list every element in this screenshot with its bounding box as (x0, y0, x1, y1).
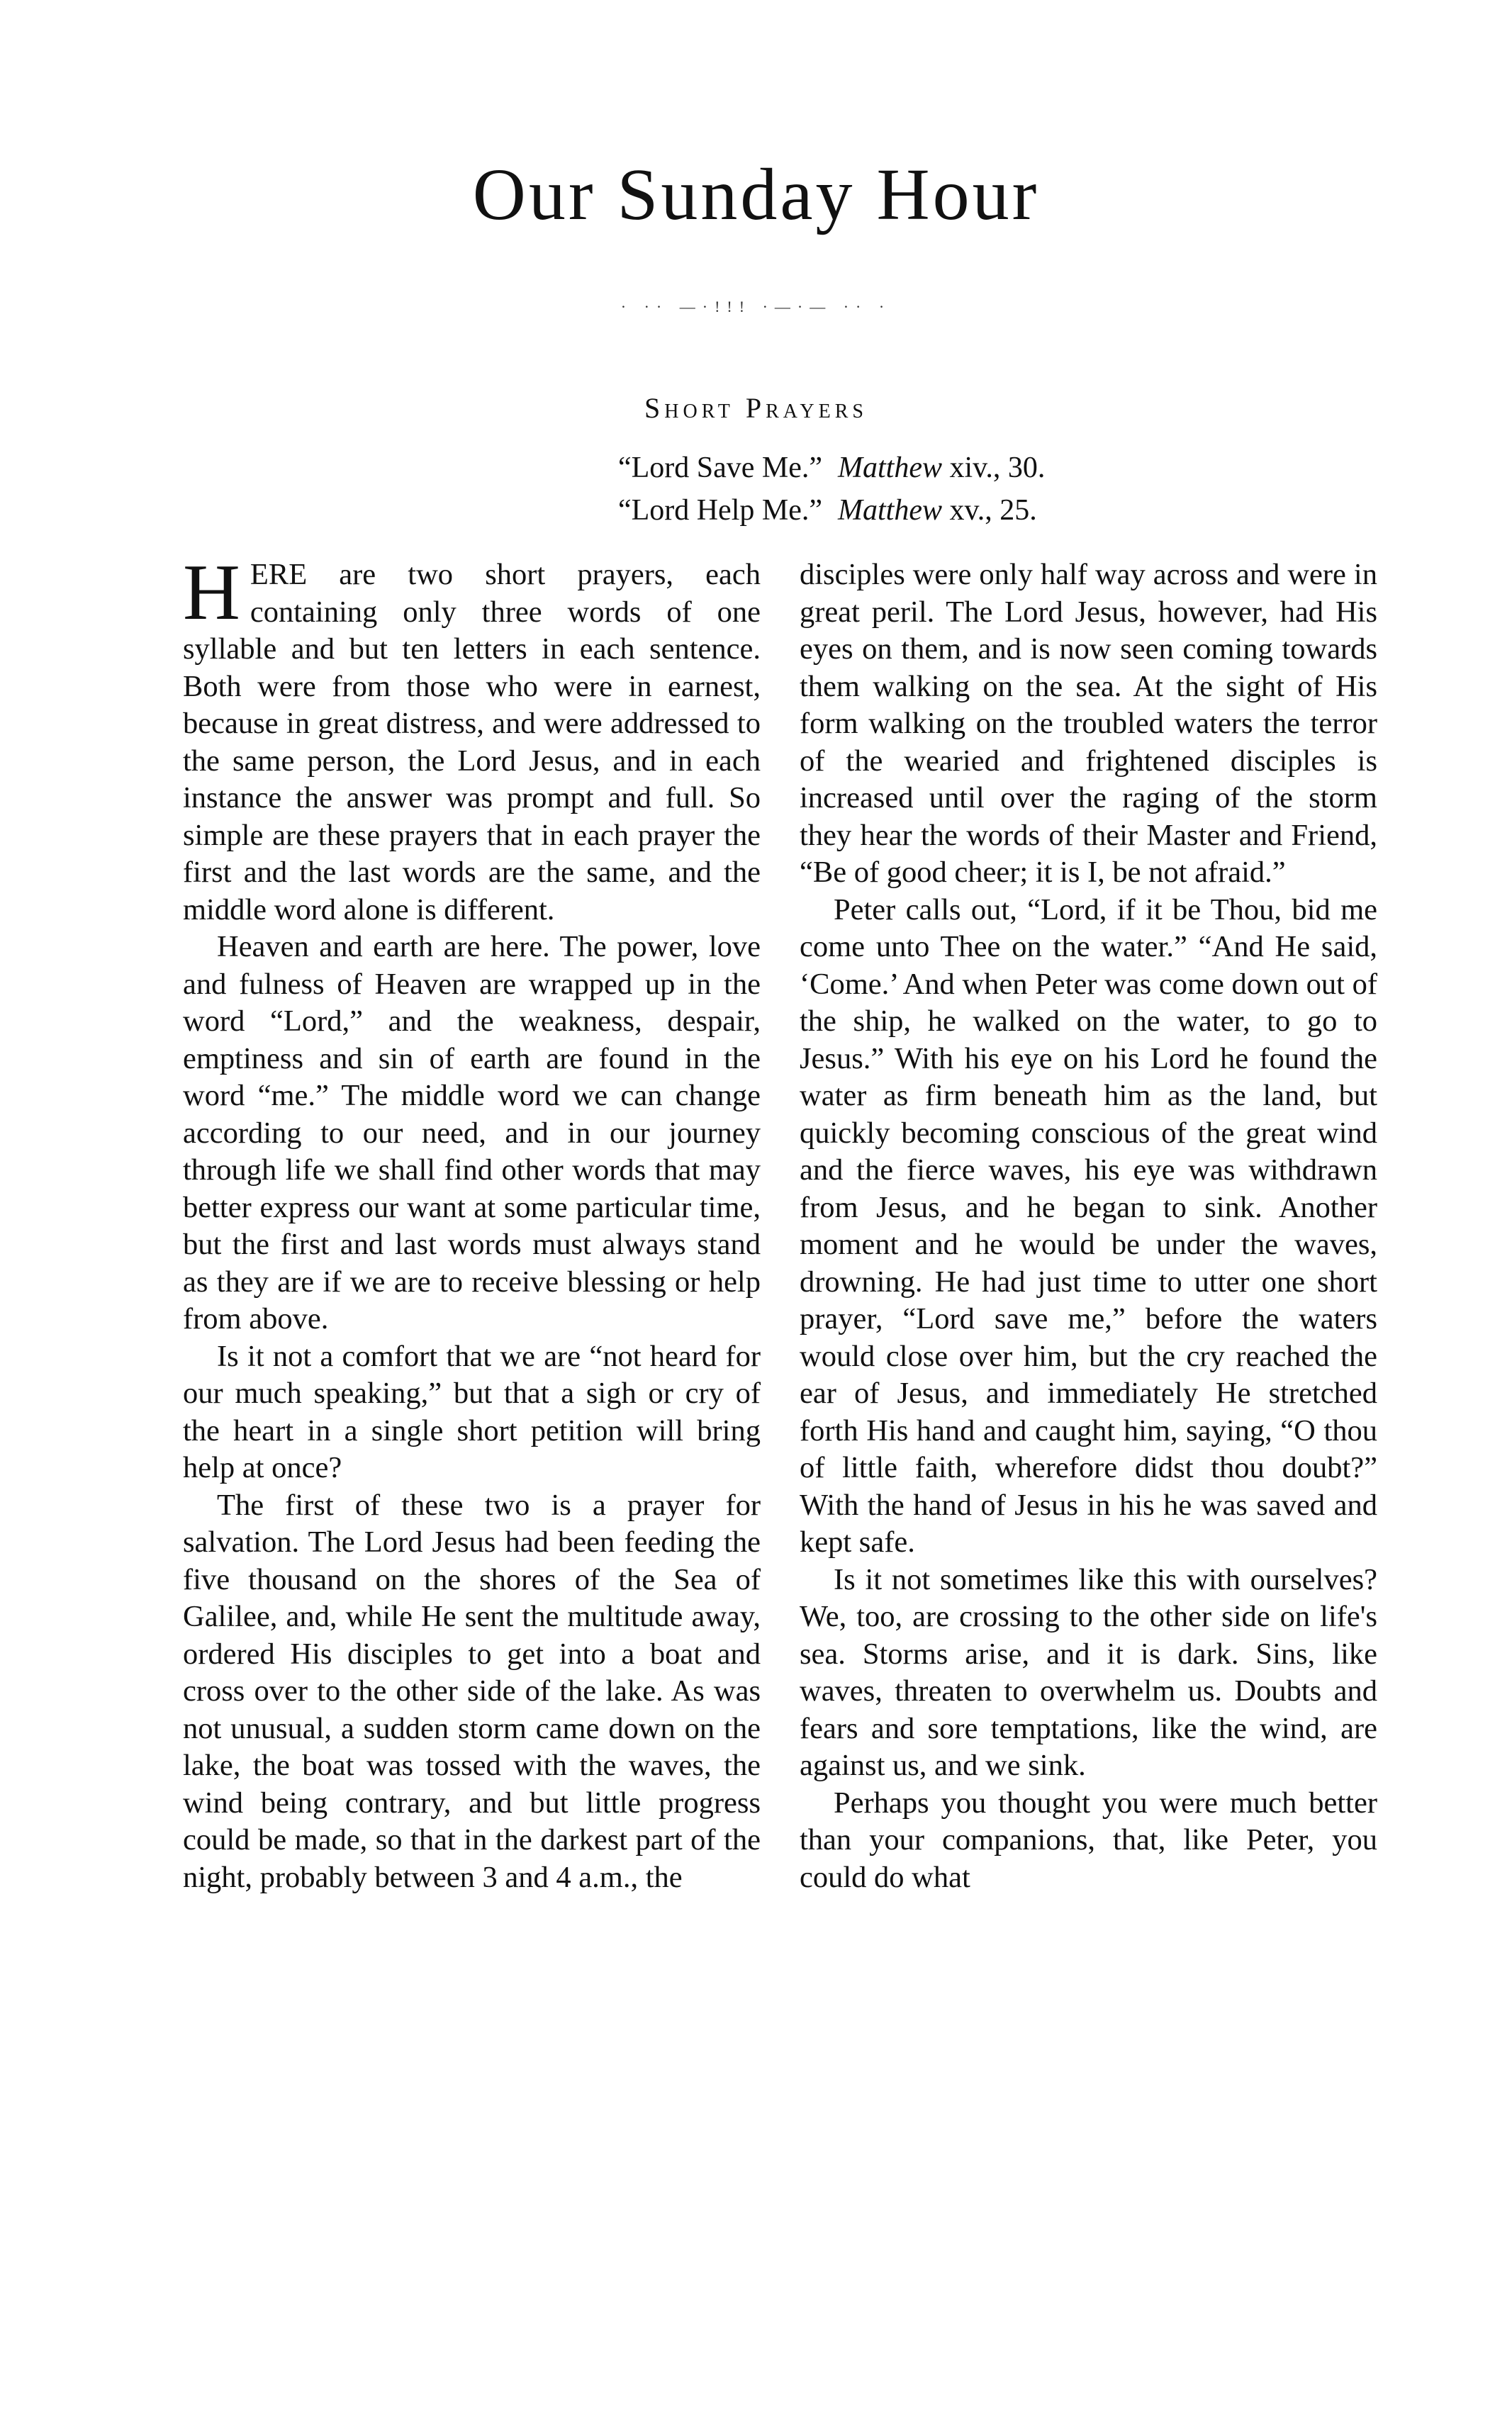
epigraph-line (454, 489, 1092, 532)
paragraph (183, 549, 761, 929)
paragraph: Is it not sometimes like this with ourselves? We, too, are crossing to the other side on life's sea. Storms arise, and it is dark. Sins, like waves, threaten to overwhelm us. Doubts and fears and sore temptations, like the wind, are against us, and we sink. (800, 1562, 1377, 1782)
epigraph-line (454, 447, 1092, 489)
epigraph-book: Matthew (838, 494, 942, 527)
paragraph: The first of these two is a prayer for salvation. The Lord Jesus had been feeding the five thousand on the shores of the Sea of Galilee, and, while He sent the multitude away, ordered His disciples to get into a boat and cross over to the other side of the lake. As was not unusual, a sudden storm came down on the lake, the boat was tossed with the waves, the wind being contrary, and but little progress could be made, so that in the darkest part of the night, probably between 3 and 4 a.m., the (183, 1488, 761, 1894)
paragraph: Peter calls out, “Lord, if it be Thou, bid me come unto Thee on the water.” “And He said, ‘Come.’ And when Peter was come down out of the ship, he walked on the water, to go to Jesus.” With his eye on his Lord he found the water as firm beneath him as the land, but quickly becoming conscious of the great wind and the fierce waves, his eye was withdrawn from Jesus, and he began to sink. Another moment and he would be under the waves, drowning. He had just time to utter one short prayer, “Lord save me,” before the waters would close over him, but the cry reached the ear of Jesus, and immediately He stretched forth His hand and caught him, saying, “O thou of little faith, wherefore didst thou doubt?” With the hand of Jesus in his he was saved and kept safe. (800, 892, 1377, 1559)
paragraph: Heaven and earth are here. The power, love and fulness of Heaven are wrapped up in the word “Lord,” and the weakness, despair, emptiness and sin of earth are found in the word “me.” The middle word we can change according to our need, and in our journey through life we shall find other words that may better express our want at some particular time, but the first and last words must always stand as they are if we are to receive blessing or help from above. (183, 930, 761, 1335)
epigraph (454, 447, 1092, 532)
section-title: Short Prayers (644, 392, 868, 424)
paragraph: disciples were only half way across and were in great peril. The Lord Jesus, however, had His eyes on them, and is now seen coming towards them walking on the sea. At the sight of His form walking on the troubled waters the terror of the wearied and frightened disciples is increased until over the raging of the storm they hear the words of their Master and Friend, “Be of good cheer; it is I, be not afraid.” (800, 558, 1377, 889)
epigraph-book: Matthew (838, 452, 942, 484)
paragraph-text: ERE are two short prayers, each containing only three words of one syllable and but ten letters in each sentence. Both were from those who were in earnest, because in great distress, and were addressed to the same person, the Lord Jesus, and in each instance the answer was prompt and full. So simple are these prayers that in each prayer the first and the last words are the same, and the middle word alone is different. (183, 558, 761, 926)
epigraph-quote: “Lord Help Me.” (617, 494, 822, 527)
left-column (183, 549, 761, 1896)
paragraph: Is it not a comfort that we are “not heard for our much speaking,” but that a sigh or cry of the heart in a single short petition will bring help at once? (183, 1339, 761, 1484)
epigraph-reference (838, 489, 1037, 532)
epigraph-quote: “Lord Save Me.” (617, 452, 822, 484)
drop-cap: H (183, 549, 240, 637)
epigraph-chapter-verse: xv., 25. (949, 494, 1037, 527)
masthead-ornament: · ·· —·!!! ·—·— ·· · (620, 298, 892, 315)
epigraph-reference (838, 447, 1045, 489)
right-column (800, 556, 1377, 1896)
masthead-title: Our Sunday Hour (472, 154, 1040, 235)
paragraph: Perhaps you thought you were much better than your companions, that, like Peter, you could do what (800, 1786, 1377, 1894)
epigraph-chapter-verse: xiv., 30. (949, 452, 1046, 484)
